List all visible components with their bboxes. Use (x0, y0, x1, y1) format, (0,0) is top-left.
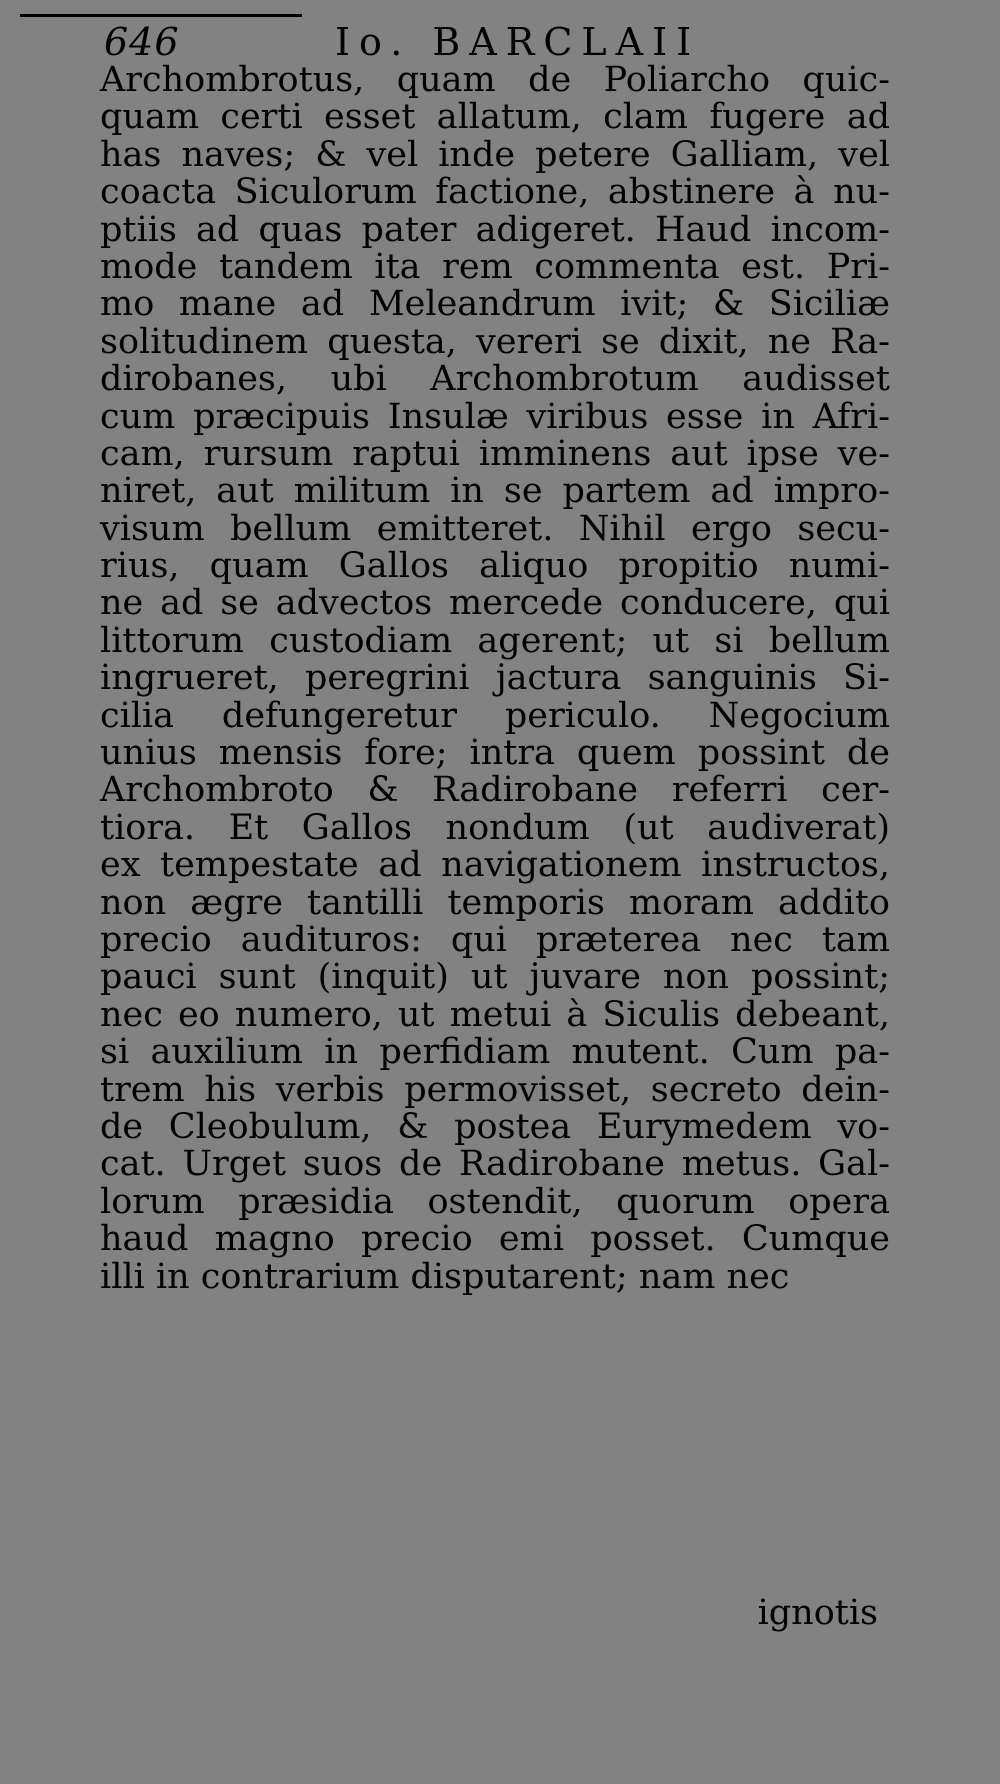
text-line: rius, quam Gallos aliquo propitio numi- (100, 546, 890, 587)
text-line: trem his verbis permovisset, secreto dein- (100, 1069, 890, 1110)
text-line: littorum custodiam agerent; ut si bellum (100, 620, 890, 661)
text-line: de Cleobulum, & postea Eurymedem vo- (100, 1106, 890, 1147)
text-line: solitudinem questa, vereri se dixit, ne Ra- (100, 321, 890, 362)
text-line: mo mane ad Meleandrum ivit; & Siciliæ (100, 284, 890, 325)
text-line: cat. Urget suos de Radirobane metus. Gal- (100, 1144, 890, 1185)
text-line: haud magno precio emi posset. Cumque (100, 1219, 890, 1260)
text-line: ptiis ad quas pater adigeret. Haud incom- (100, 209, 890, 250)
text-line: ne ad se advectos mercede conducere, qui (100, 583, 890, 624)
running-head: Io. BARCLAII (335, 20, 701, 64)
text-line: pauci sunt (inquit) ut juvare non possint; (100, 957, 890, 998)
text-line: coacta Siculorum factione, abstinere à nu- (100, 172, 890, 213)
text-line: cam, rursum raptui imminens aut ipse ve- (100, 433, 890, 474)
text-line: cilia defungeretur periculo. Negocium (100, 695, 890, 736)
body-text (100, 62, 890, 1296)
text-line: si auxilium in perfidiam mutent. Cum pa- (100, 1032, 890, 1073)
text-line: visum bellum emitteret. Nihil ergo secu- (100, 508, 890, 549)
text-line: dirobanes, ubi Archombrotum audisset (100, 359, 890, 400)
text-line: niret, aut militum in se partem ad impro- (100, 471, 890, 512)
text-line: quam certi esset allatum, clam fugere ad (100, 97, 890, 138)
text-line: nec eo numero, ut metui à Siculis debeant, (100, 994, 890, 1035)
catchword: ignotis (757, 1593, 878, 1633)
text-line: ex tempestate ad navigationem instructos, (100, 845, 890, 886)
text-line: Archombrotus, quam de Poliarcho quic- (100, 60, 890, 100)
text-line: Archombroto & Radirobane referri cer- (100, 770, 890, 811)
text-line: tiora. Et Gallos nondum (ut audiverat) (100, 807, 890, 848)
top-rule (20, 14, 302, 17)
text-line: unius mensis fore; intra quem possint de (100, 733, 890, 774)
text-line: has naves; & vel inde petere Galliam, vel (100, 134, 890, 175)
text-line: precio audituros: qui præterea nec tam (100, 919, 890, 960)
text-line: cum præcipuis Insulæ viribus esse in Afri- (100, 396, 890, 437)
text-line: mode tandem ita rem commenta est. Pri- (100, 246, 890, 287)
page-number: 646 (104, 20, 180, 64)
text-line: non ægre tantilli temporis moram addito (100, 882, 890, 923)
text-line: ingrueret, peregrini jactura sanguinis Si- (100, 658, 890, 699)
text-line: lorum præsidia ostendit, quorum opera (100, 1181, 890, 1222)
text-line: illi in contrarium disputarent; nam nec (100, 1256, 790, 1297)
